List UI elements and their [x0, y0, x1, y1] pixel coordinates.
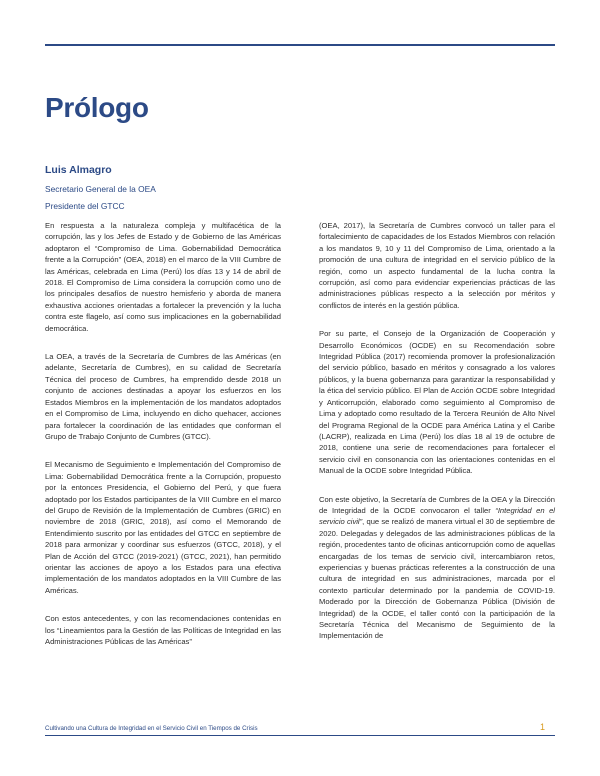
paragraph: Con estos antecedentes, y con las recomendaciones contenidas en los “Lineamientos para la Gestión de las Políticas de Integridad en las Administraciones Públicas de las Américas”	[45, 614, 281, 646]
footer-rule	[45, 735, 555, 736]
paragraph: El Mecanismo de Seguimiento e Implementación del Compromiso de Lima: Gobernabilidad Democrática frente a la Corrupción, propuesto por la entonces Presidencia, el Gobierno del Perú, y que fuera adoptado por los Estados participantes de la VIII Cumbre en el marco del Grupo de Revisión de la Implementación de Cumbres (GRIC) en noviembre de 2018 (GRIC, 2018), así como el Memorando de Entendimiento suscrito por las entidades del GTCC en septiembre de 2018 para armonizar y coordinar sus esfuerzos (GTCC, 2018), y el Plan de Acción del GTCC (2019-2021) (GTCC, 2021), han permitido orientar las acciones de apoyo a los Estados para una efectiva implementación de los mandatos adoptados en la VIII Cumbre de las Américas.	[45, 460, 281, 595]
paragraph	[319, 494, 555, 642]
page-title: Prólogo	[45, 92, 149, 123]
author-role-1: Secretario General de la OEA	[45, 184, 156, 194]
header-rule	[45, 44, 555, 46]
author-block	[45, 164, 156, 217]
author-role-2: Presidente del GTCC	[45, 201, 125, 211]
footer-title: Cultivando una Cultura de Integridad en el Servicio Civil en Tiempos de Crisis	[45, 725, 262, 732]
workshop-title: “Integridad en el servicio civil”	[319, 505, 555, 527]
paragraph: Por su parte, el Consejo de la Organización de Cooperación y Desarrollo Económicos (OCDE) en su Recomendación sobre Integridad Pública (2017) recomienda promover la profesionalización del servicio público, basado en méritos y consagrado a los valores públicos, y la buena gobernanza para garantizar la responsabilidad y la ética del servicio público. El Plan de Acción OCDE sobre Integridad y Anticorrupción, elaborado como seguimiento al Compromiso de Lima y adoptado como resultado de la Tercera Reunión de Alto Nivel del Programa Regional de la OCDE para América Latina y el Caribe (LACRP), realizada en Lima (Perú) los días 18 al 19 de octubre de 2018, contiene una serie de recomendaciones para fortalecer el servicio civil en consonancia con las orientaciones contenidas en el Manual de la OCDE sobre Integridad Pública.	[319, 329, 555, 476]
paragraph: En respuesta a la naturaleza compleja y multifacética de la corrupción, las y los Jefes de Estado y de Gobierno de las Américas adoptaron el “Compromiso de Lima. Gobernabilidad Democrática frente a la Corrupción” (OEA, 2018) en el marco de la VIII Cumbre de las Américas, celebrada en Lima (Perú) los días 13 y 14 de abril de 2018. El Compromiso de Lima considera la corrupción como uno de los principales desafíos de nuestro hemisferio y aborda de manera exhaustiva acciones orientadas a fortalecer la prevención y la lucha contra este flagelo, así como sus implicaciones en la gobernabilidad democrática.	[45, 221, 281, 333]
paragraph-text: , que se realizó de manera virtual el 30 de septiembre de 2020. Delegadas y delegados de las administraciones públicas de la región, procedentes tanto de oficinas anticorrupción como de aquellas encargadas de los temas de servicio civil, intercambiaron retos, experiencias y buenas prácticas referentes a la construcción de una cultura de integridad en sus administraciones, marcada por el contexto particular determinado por la pandemia de COVID-19. Moderado por la Dirección de Gobernanza Pública (División de Integridad) de la OCDE, el taller contó con la participación de la Secretaría Técnica del Mecanismo de Seguimiento de la Implementación de	[319, 517, 555, 641]
right-column	[319, 220, 555, 659]
paragraph: (OEA, 2017), la Secretaría de Cumbres convocó un taller para el fortalecimiento de capacidades de los Estados Miembros con relación a los mandatos 9, 10 y 11 del Compromiso de Lima, orientado a la promoción de una cultura de integridad en el servicio público de la región, como un aspecto fundamental de la lucha contra la corrupción, así como para evidenciar experiencias prácticas de las administraciones públicas respecto a la selección por méritos y conflictos de interés en la gestión pública.	[319, 221, 555, 310]
author-name: Luis Almagro	[45, 164, 112, 176]
paragraph-text: Con este objetivo, la Secretaría de Cumbres de la OEA y la Dirección de Integridad de la OCDE convocaron el taller	[319, 494, 555, 515]
page-number: 1	[536, 722, 549, 732]
left-column	[45, 220, 281, 664]
paragraph: La OEA, a través de la Secretaría de Cumbres de las Américas (en adelante, Secretaría de Cumbres), en su calidad de Secretaría Técnica del proceso de Cumbres, ha emprendido desde 2018 un conjunto de acciones destinadas a apoyar los esfuerzos en los Estados Miembros en la implementación de los mandatos adoptados en el Compromiso de Lima, incluyendo en dicho quehacer, acciones para fortalecer la coordinación de las entidades que conforman el Grupo de Trabajo Conjunto de Cumbres (GTCC).	[45, 352, 281, 441]
